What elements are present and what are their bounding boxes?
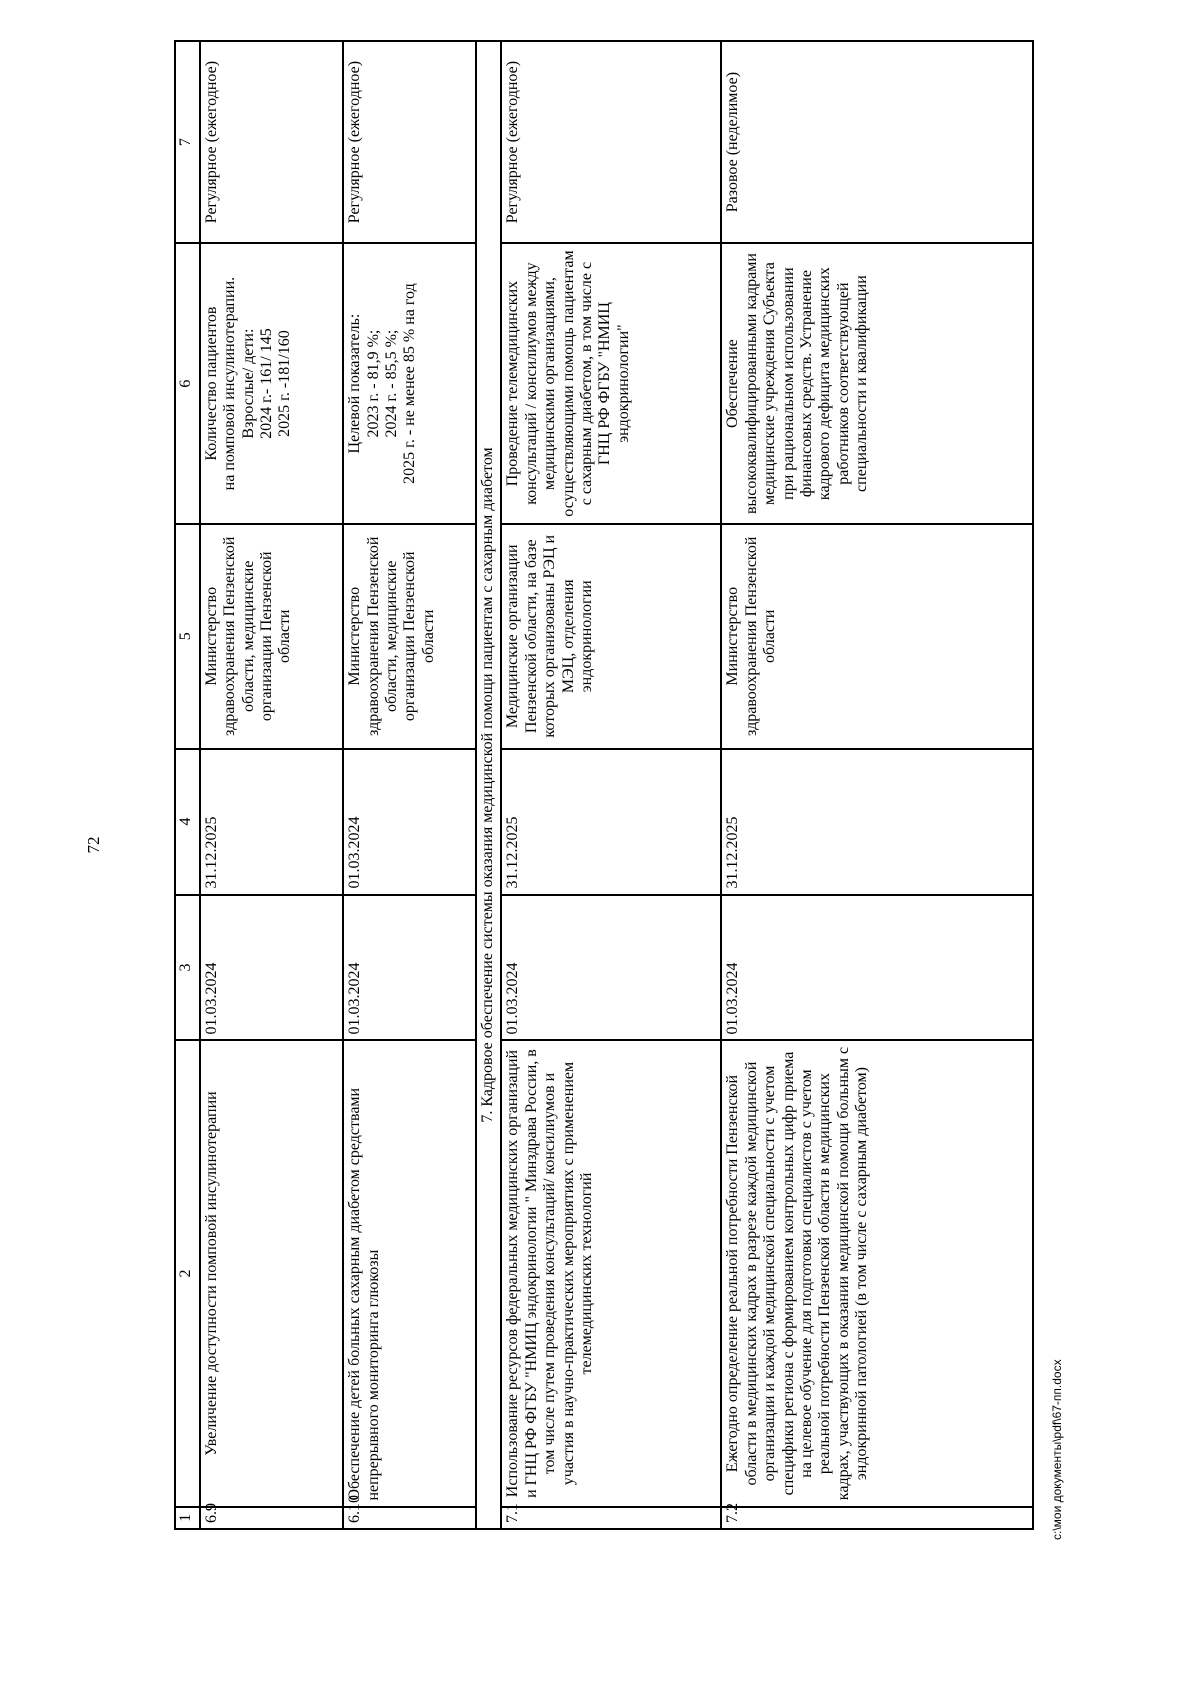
responsible: Министерство здравоохранения Пензенской области, медицинские организации Пензенской области [200, 524, 343, 749]
header-cell: 1 [175, 1507, 200, 1529]
result-line: 2025 г. - не менее 85 % на год [401, 283, 419, 484]
start-date: 01.03.2024 [721, 895, 1033, 1041]
result-line: 2024 г. - 85,5 %; [382, 329, 400, 438]
measure-name: Увеличение доступности помповой инсулинотерапии [200, 1041, 343, 1507]
table-row [721, 41, 1033, 1529]
result: Проведение телемедицинских консультаций / консилиумов между медицинскими организациями, осуществляющими помощь пациентам с сахарным диабетом, в том числе с ГНЦ РФ ФГБУ "НМИЦ эндокринологии" [501, 243, 721, 524]
measure-name: Использование ресурсов федеральных медицинских организаций и ГНЦ РФ ФГБУ "НМИЦ эндокринологии " Минздрава России, в том числе путем проведения консультаций/ консилиумов и участия в научно-практических мероприятиях с применением телемедицинских технологий [501, 1041, 721, 1507]
event-type: Регулярное (ежегодное) [501, 41, 721, 243]
result-line: 2024 г.- 161/ 145 [258, 328, 276, 439]
measure-name: Обеспечение детей больных сахарным диабетом средствами непрерывного мониторинга глюкозы [343, 1041, 476, 1507]
row-number: 6.9 [200, 1507, 343, 1529]
header-cell: 4 [175, 749, 200, 895]
end-date: 31.12.2025 [501, 749, 721, 895]
table-row [200, 41, 343, 1529]
page-number: 72 [84, 836, 103, 854]
end-date: 01.03.2024 [343, 749, 476, 895]
header-cell: 5 [175, 524, 200, 749]
result [343, 243, 476, 524]
header-cell: 3 [175, 895, 200, 1041]
table-row [343, 41, 476, 1529]
responsible: Министерство здравоохранения Пензенской области, медицинские организации Пензенской области [343, 524, 476, 749]
result-line: Количество пациентов [202, 306, 220, 461]
plan-table [174, 40, 1034, 1530]
result-line: Целевой показатель: [346, 313, 364, 454]
responsible: Министерство здравоохранения Пензенской области [721, 524, 1033, 749]
start-date: 01.03.2024 [501, 895, 721, 1041]
header-cell: 2 [175, 1041, 200, 1507]
header-cell: 6 [175, 243, 200, 524]
result-line: Взрослые/ дети: [239, 328, 257, 439]
event-type: Разовое (неделимое) [721, 41, 1033, 243]
result-line: 2023 г. - 81,9 %; [364, 329, 382, 438]
result-line: на помповой инсулинотерапии. [221, 276, 239, 491]
end-date: 31.12.2025 [721, 749, 1033, 895]
section-title-row [476, 41, 501, 1529]
start-date: 01.03.2024 [200, 895, 343, 1041]
table-row [501, 41, 721, 1529]
result-line: 2025 г. -181/160 [276, 330, 294, 437]
measure-name: Ежегодно определение реальной потребности Пензенской области в медицинских кадрах в разрезе каждой медицинской организации и каждой медицинской специальности с учетом специфики региона с формированием контрольных цифр приема на целевое обучение для подготовки специалистов с учетом реальной потребности Пензенской области в медицинских кадрах, участвующих в оказании медицинской помощи больным с эндокринной патологией (в том числе с сахарным диабетом) [721, 1041, 1033, 1507]
result [200, 243, 343, 524]
responsible: Медицинские организации Пензенской области, на базе которых организованы РЭЦ и МЭЦ, отделения эндокринологии [501, 524, 721, 749]
event-type: Регулярное (ежегодное) [200, 41, 343, 243]
section-title: 7. Кадровое обеспечение системы оказания медицинской помощи пациентам с сахарным диабетом [476, 41, 501, 1529]
header-cell: 7 [175, 41, 200, 243]
end-date: 31.12.2025 [200, 749, 343, 895]
result: Обеспечение высококвалифицированными кадрами медицинские учреждения Субъекта при рациональном использовании финансовых средств. Устранение кадрового дефицита медицинских работников соответствующей специальности и квалификации [721, 243, 1033, 524]
footer-file-path: c:\мои документы\pdf\67-пп.docx [1050, 1359, 1064, 1540]
table-header-row [175, 41, 200, 1529]
row-number: 6.10 [343, 1507, 476, 1529]
row-number: 7.1 [501, 1507, 721, 1529]
table-container [174, 40, 1034, 1530]
event-type: Регулярное (ежегодное) [343, 41, 476, 243]
start-date: 01.03.2024 [343, 895, 476, 1041]
row-number: 7.2 [721, 1507, 1033, 1529]
